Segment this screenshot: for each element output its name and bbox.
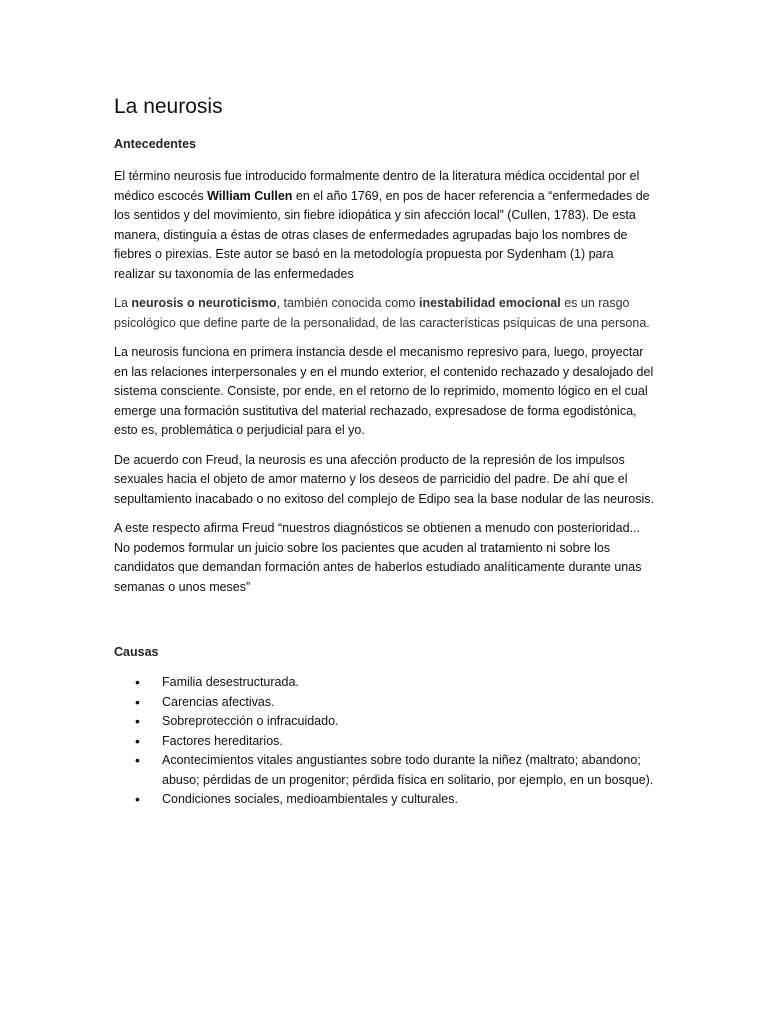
section-spacer: [114, 607, 658, 645]
document-title: La neurosis: [114, 95, 223, 118]
list-item: • Condiciones sociales, medioambientales y culturales.: [162, 790, 658, 810]
list-item: • Familia desestructurada.: [162, 673, 658, 693]
paragraph-1: [114, 167, 658, 284]
section-heading-antecedentes: Antecedentes: [114, 137, 196, 152]
list-item: • Sobreprotección o infracuidado.: [162, 712, 658, 732]
paragraph-2: [114, 294, 658, 333]
paragraph-1-bold-name: William Cullen: [207, 188, 293, 203]
paragraph-2-text-c: es un rasgo psicológico que define parte de la personalidad, de las características psíquicas de una persona.: [114, 296, 650, 330]
paragraph-2-bold-a: neurosis o neuroticismo: [131, 296, 277, 311]
paragraph-2-bold-b: inestabilidad emocional: [419, 296, 561, 311]
paragraph-5: A este respecto afirma Freud “nuestros diagnósticos se obtienen a menudo con posterioridad... No podemos formular un juicio sobre los pacientes que acuden al tratamiento ni sobre los candidatos que demandan formación antes de haberlos estudiado analíticamente durante unas semanas o unos meses”: [114, 521, 642, 594]
causes-list: [114, 673, 658, 810]
list-item: • Acontecimientos vitales angustiantes sobre todo durante la niñez (maltrato; abandono; abuso; pérdidas de un progenitor; pérdida física en solitario, por ejemplo, en un bosque).: [162, 751, 658, 790]
paragraph-1-text-b: en el año 1769, en pos de hacer referencia a “enfermedades de los sentidos y del movimiento, sin fiebre idiopática y sin afección local” (Cullen, 1783). De esta manera, distinguía a éstas de otras clases de enfermedades agrupadas bajo los nombres de fiebres o pirexias. Este autor se basó en la metodología propuesta por Sydenham (1) para realizar su taxonomía de las enfermedades: [114, 188, 650, 281]
paragraph-4: De acuerdo con Freud, la neurosis es una afección producto de la represión de los impulsos sexuales hacia el objeto de amor materno y los deseos de parricidio del padre. De ahí que el sepultamiento inacabado o no exitoso del complejo de Edipo sea la base nodular de las neurosis.: [114, 452, 654, 506]
paragraph-3: La neurosis funciona en primera instancia desde el mecanismo represivo para, luego, proyectar en las relaciones interpersonales y en el mundo exterior, el contenido rechazado y desalojado del sistema consciente. Consiste, por ende, en el retorno de lo reprimido, momento lógico en el cual emerge una formación sustitutiva del material rechazado, expresadose de forma egodistónica, esto es, problemática o perjudicial para el yo.: [114, 345, 654, 438]
section-heading-causas: Causas: [114, 645, 159, 660]
paragraph-2-text-a: La: [114, 296, 132, 311]
paragraph-2-text-b: , también conocida como: [276, 296, 420, 311]
list-item: • Carencias afectivas.: [162, 693, 658, 713]
paragraph-1-text-a: El término neurosis fue introducido formalmente dentro de la literatura médica occidental por el médico escocés: [114, 169, 640, 203]
list-item: • Factores hereditarios.: [162, 732, 658, 752]
document-page: [114, 94, 658, 810]
